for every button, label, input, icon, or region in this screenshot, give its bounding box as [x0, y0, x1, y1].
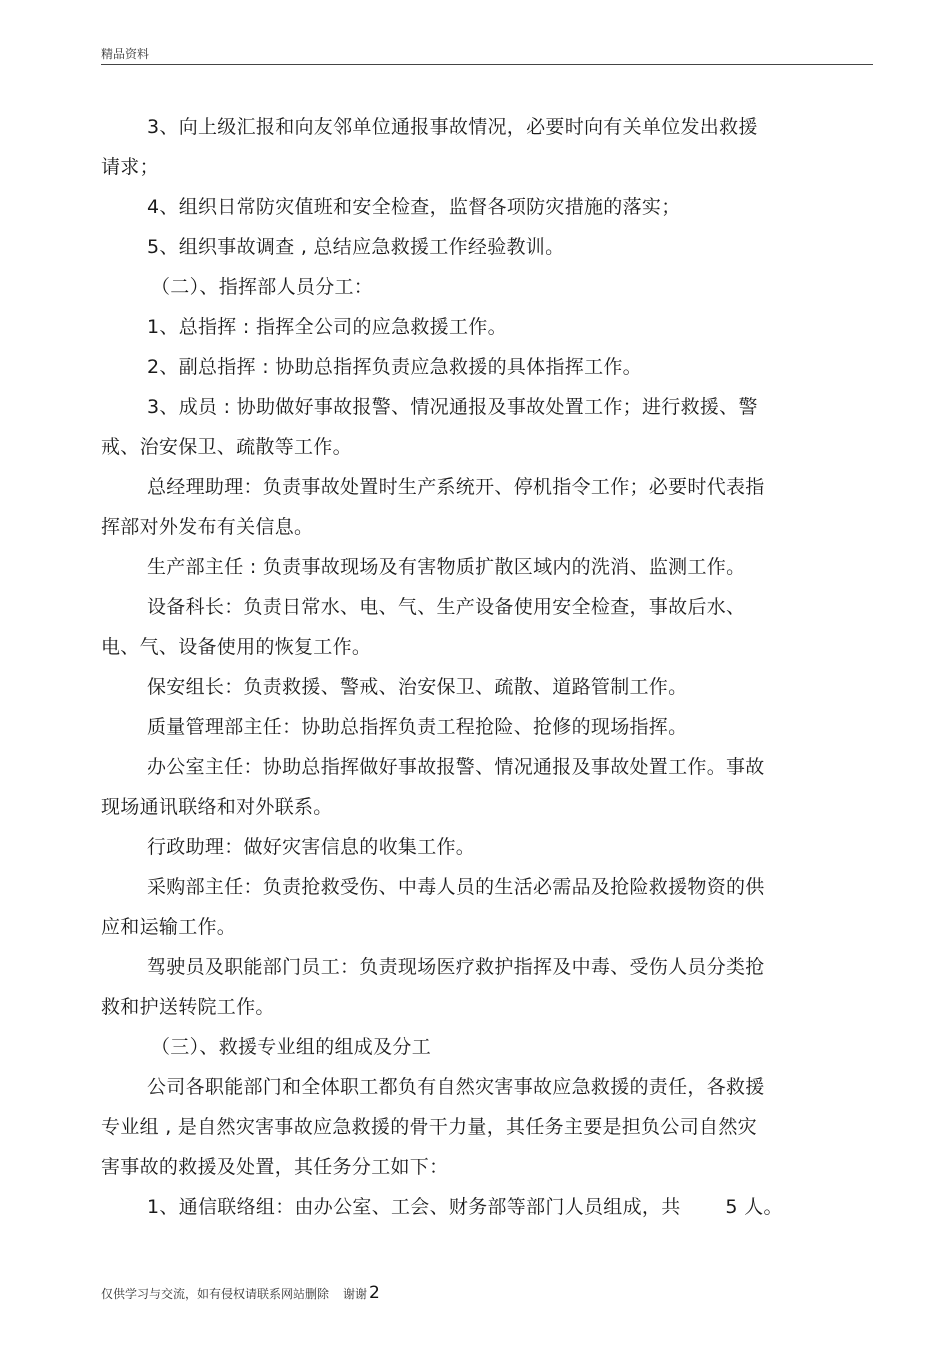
- paragraph-line: 戒、治安保卫、疏散等工作。: [101, 436, 352, 458]
- paragraph-line: 1、总指挥 : 指挥全公司的应急救援工作。: [147, 316, 507, 338]
- paragraph-line: 4、组织日常防灾值班和安全检查，监督各项防灾措施的落实；: [147, 196, 681, 218]
- paragraph-line: 请求；: [101, 156, 159, 178]
- paragraph-line: 行政助理：做好灾害信息的收集工作。: [147, 836, 476, 858]
- paragraph-line: 3、向上级汇报和向友邻单位通报事故情况，必要时向有关单位发出救援: [147, 116, 758, 138]
- paragraph-line: 专业组 , 是自然灾害事故应急救援的骨干力量，其任务主要是担负公司自然灾: [101, 1116, 757, 1138]
- paragraph-line: 5、组织事故调查 , 总结应急救援工作经验教训。: [147, 236, 565, 258]
- paragraph-line: 应和运输工作。: [101, 916, 237, 938]
- paragraph-line: 电、气、设备使用的恢复工作。: [101, 636, 372, 658]
- paragraph-line: 现场通讯联络和对外联系。: [101, 796, 333, 818]
- paragraph-line: 办公室主任：协助总指挥做好事故报警、情况通报及事故处置工作。事故: [147, 756, 765, 778]
- paragraph-line: 采购部主任：负责抢救受伤、中毒人员的生活必需品及抢险救援物资的供: [147, 876, 765, 898]
- section-heading: （三）、救援专业组的组成及分工: [151, 1036, 432, 1058]
- header-label: 精品资料: [101, 47, 150, 61]
- paragraph-line: 保安组长：负责救援、警戒、治安保卫、疏散、道路管制工作。: [147, 676, 688, 698]
- page-number: 2: [369, 1283, 380, 1303]
- footer-notice: 仅供学习与交流，如有侵权请联系网站删除: [101, 1287, 330, 1301]
- footer-thanks: 谢谢: [343, 1287, 368, 1301]
- page-footer: [101, 1283, 380, 1303]
- document-body: [101, 107, 817, 1227]
- paragraph-line: 设备科长：负责日常水、电、气、生产设备使用安全检查，事故后水、: [147, 596, 746, 618]
- paragraph-line: 质量管理部主任：协助总指挥负责工程抢险、抢修的现场指挥。: [147, 716, 688, 738]
- paragraph-line: 挥部对外发布有关信息。: [101, 516, 314, 538]
- section-heading: （二）、指挥部人员分工：: [151, 276, 374, 298]
- header-divider: [101, 64, 873, 65]
- paragraph-line: 2、副总指挥 : 协助总指挥负责应急救援的具体指挥工作。: [147, 356, 642, 378]
- paragraph-line: 救和护送转院工作。: [101, 996, 275, 1018]
- paragraph-line: 生产部主任 : 负责事故现场及有害物质扩散区域内的洗消、监测工作。: [147, 556, 746, 578]
- paragraph-line: 公司各职能部门和全体职工都负有自然灾害事故应急救援的责任，各救援: [147, 1076, 765, 1098]
- paragraph-line: 3、成员 : 协助做好事故报警、情况通报及事故处置工作；进行救援、警: [147, 396, 758, 418]
- paragraph-line: 总经理助理：负责事故处置时生产系统开、停机指令工作；必要时代表指: [147, 476, 765, 498]
- paragraph-line: 驾驶员及职能部门员工：负责现场医疗救护指挥及中毒、受伤人员分类抢: [147, 956, 765, 978]
- paragraph-line: 1、通信联络组：由办公室、工会、财务部等部门人员组成，共 5 人。: [147, 1196, 783, 1218]
- paragraph-line: 害事故的救援及处置，其任务分工如下：: [101, 1156, 449, 1178]
